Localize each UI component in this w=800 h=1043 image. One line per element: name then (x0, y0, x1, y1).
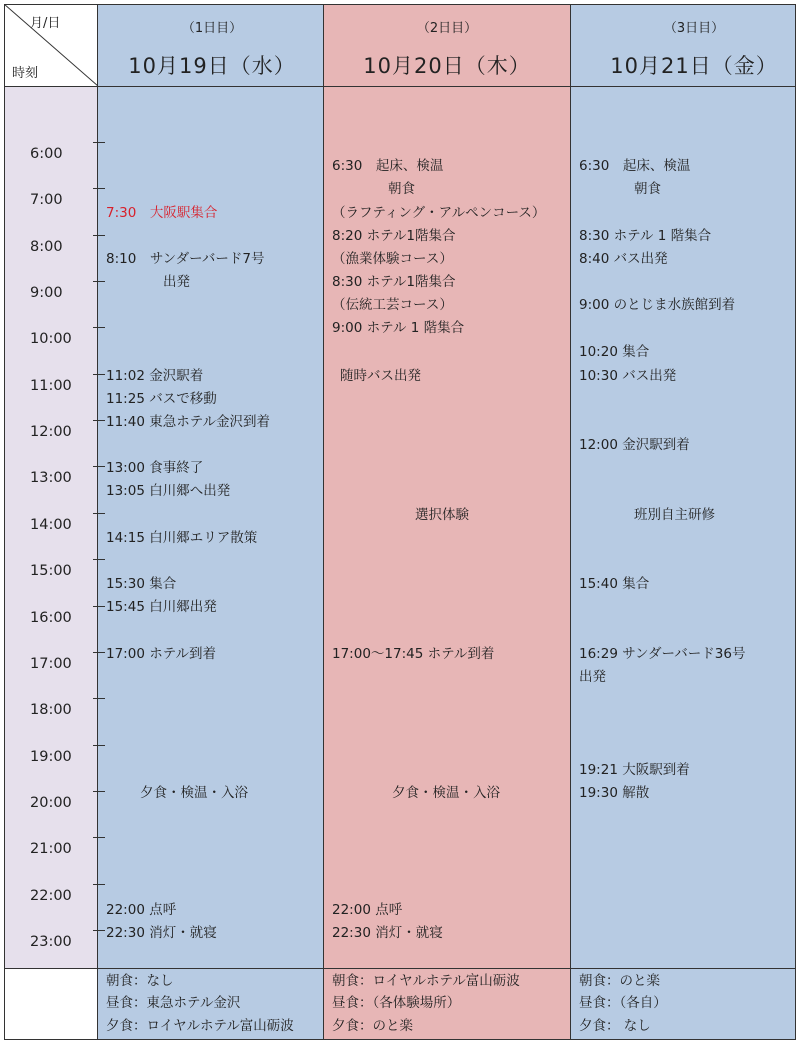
hour-tick (93, 235, 105, 236)
day2-event: 随時バス出発 (340, 368, 421, 384)
day3-breakfast: 朝食：のと楽 (579, 973, 660, 989)
hour-label: 15:00 (30, 563, 72, 580)
day1-lunch: 昼食：東急ホテル金沢 (106, 995, 241, 1011)
hour-label: 7:00 (30, 192, 63, 209)
day1-event: 夕食・検温・入浴 (140, 785, 248, 801)
day3-label: （3日目） (663, 21, 725, 36)
hour-label: 10:00 (30, 331, 72, 348)
day2-event: 夕食・検温・入浴 (392, 785, 500, 801)
day2-breakfast: 朝食：ロイヤルホテル富山砺波 (332, 973, 520, 989)
day3-event: 朝食 (634, 181, 661, 197)
day3-dinner: 夕食： なし (579, 1018, 651, 1034)
hour-label: 12:00 (30, 424, 72, 441)
grid-line (4, 86, 796, 87)
day1-event: 8:10 サンダーバード7号 (106, 251, 265, 267)
grid-line (570, 4, 571, 1040)
hour-tick (93, 142, 105, 143)
hour-tick (93, 188, 105, 189)
day2-event: 朝食 (388, 181, 415, 197)
hour-label: 13:00 (30, 470, 72, 487)
day1-event: 11:02 金沢駅着 (106, 368, 204, 384)
hour-tick (93, 559, 105, 560)
day3-event: 9:00 のとじま水族館到着 (579, 297, 736, 313)
grid-line (4, 968, 796, 969)
day2-event: 選択体験 (415, 507, 469, 523)
day3-event: 10:30 バス出発 (579, 368, 677, 384)
hour-tick (93, 466, 105, 467)
hour-label: 6:00 (30, 146, 63, 162)
hour-tick (93, 420, 105, 421)
day3-event: 12:00 金沢駅到着 (579, 437, 690, 453)
day3-event: 6:30 起床、検温 (579, 158, 691, 174)
day1-event: 7:30 大阪駅集合 (106, 205, 218, 221)
hour-tick (93, 652, 105, 653)
hour-label: 22:00 (30, 887, 72, 904)
day2-date: 10月20日（木） (363, 54, 531, 78)
hour-label: 19:00 (30, 748, 72, 765)
day1-event: 14:15 白川郷エリア散策 (106, 530, 258, 546)
grid-line (323, 4, 324, 1040)
day1-event: 出発 (163, 274, 190, 290)
day1-event: 15:30 集合 (106, 576, 177, 592)
day2-event: （伝統工芸コース） (332, 297, 453, 313)
day1-event: 13:05 白川郷へ出発 (106, 483, 231, 499)
day2-lunch: 昼食：（各体験場所） (332, 995, 461, 1011)
day2-label: （2日目） (416, 21, 478, 36)
day1-event: 22:00 点呼 (106, 902, 177, 918)
hour-tick (93, 606, 105, 607)
day2-event: 17:00～17:45 ホテル到着 (332, 646, 495, 662)
day3-event: 班別自主研修 (634, 507, 715, 523)
day1-event: 11:40 東急ホテル金沢到着 (106, 414, 271, 430)
day1-date: 10月19日（水） (128, 54, 296, 78)
day3-event: 15:40 集合 (579, 576, 650, 592)
day2-dinner: 夕食：のと楽 (332, 1018, 413, 1034)
hour-tick (93, 281, 105, 282)
hour-label: 9:00 (30, 285, 63, 302)
hour-tick (93, 513, 105, 514)
day1-event: 13:00 食事終了 (106, 460, 204, 476)
day1-dinner: 夕食：ロイヤルホテル富山砺波 (106, 1018, 294, 1034)
day1-label: （1日目） (181, 21, 243, 36)
day2-event: （ラフティング・アルペンコース） (332, 205, 546, 221)
day3-date: 10月21日（金） (610, 54, 778, 78)
hour-tick (93, 837, 105, 838)
hour-label: 11:00 (30, 377, 72, 394)
hour-tick (93, 930, 105, 931)
hour-tick (93, 374, 105, 375)
day1-event: 17:00 ホテル到着 (106, 646, 217, 662)
corner-date-label: 月/日 (30, 16, 61, 31)
day1-event: 22:30 消灯・就寝 (106, 925, 217, 941)
day1-breakfast: 朝食：なし (106, 973, 174, 989)
hour-label: 18:00 (30, 702, 72, 719)
corner-time-label: 時刻 (12, 66, 39, 81)
hour-tick (93, 884, 105, 885)
hour-tick (93, 698, 105, 699)
day2-event: 9:00 ホテル 1 階集合 (332, 320, 465, 336)
day3-event: 8:40 バス出発 (579, 251, 668, 267)
day3-event: 19:21 大阪駅到着 (579, 762, 690, 778)
hour-tick (93, 327, 105, 328)
hour-label: 16:00 (30, 609, 72, 626)
hour-tick (93, 791, 105, 792)
hour-tick (93, 745, 105, 746)
hour-label: 20:00 (30, 794, 72, 811)
hour-label: 23:00 (30, 933, 72, 950)
day1-event: 11:25 バスで移動 (106, 391, 217, 407)
day2-event: 22:00 点呼 (332, 902, 403, 918)
day3-event: 8:30 ホテル 1 階集合 (579, 228, 712, 244)
day2-event: 6:30 起床、検温 (332, 158, 444, 174)
day3-lunch: 昼食：（各自） (579, 995, 667, 1011)
day2-event: （漁業体験コース） (332, 251, 453, 267)
day2-event: 8:20 ホテル1階集合 (332, 228, 456, 244)
day2-event: 22:30 消灯・就寝 (332, 925, 443, 941)
day3-event: 16:29 サンダーバード36号 (579, 646, 746, 662)
hour-label: 17:00 (30, 655, 72, 672)
hour-label: 8:00 (30, 238, 63, 255)
hour-label: 21:00 (30, 841, 72, 858)
hour-label: 14:00 (30, 516, 72, 533)
day2-event: 8:30 ホテル1階集合 (332, 274, 456, 290)
day1-event: 15:45 白川郷出発 (106, 599, 217, 615)
day3-event: 10:20 集合 (579, 344, 650, 360)
day3-event: 出発 (579, 669, 606, 685)
day3-event: 19:30 解散 (579, 785, 650, 801)
